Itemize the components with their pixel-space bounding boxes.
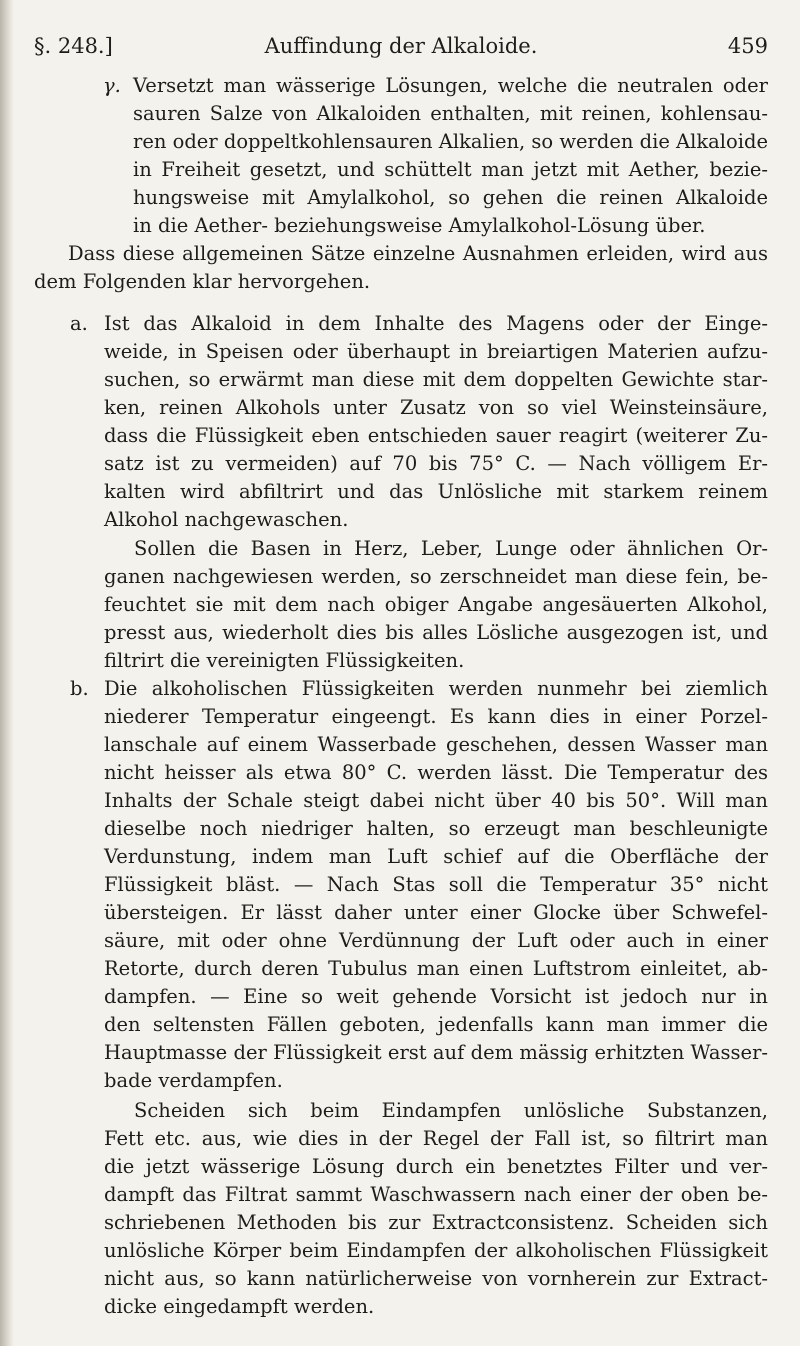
text-line: in die Aether- beziehungsweise Amylalkohol-Lösung über. [133,214,706,237]
text-line: nicht aus, so kann natürlicherweise von vornherein zur Extract- [104,1267,768,1290]
text-line: niederer Temperatur eingeengt. Es kann dies in einer Porzel- [104,705,768,728]
paragraph-marker: a. [70,312,88,335]
text-line: dicke eingedampft werden. [104,1295,375,1318]
text-line: Sollen die Basen in Herz, Leber, Lunge oder ähnlichen Or- [134,537,768,560]
text-line: die jetzt wässerige Lösung durch ein benetztes Filter und ver- [104,1155,768,1178]
text-line: Hauptmasse der Flüssigkeit erst auf dem mässig erhitzten Wasser- [104,1041,768,1064]
paragraph-marker: b. [70,677,89,700]
text-line: Retorte, durch deren Tubulus man einen Luftstrom einleitet, ab- [104,957,768,980]
text-line: weide, in Speisen oder überhaupt in breiartigen Materien aufzu- [104,340,768,363]
text-line: Inhalts der Schale steigt dabei nicht über 40 bis 50°. Will man [104,789,768,812]
text-line: kalten wird abfiltrirt und das Unlösliche mit starkem reinem [104,480,768,503]
text-line: ken, reinen Alkohols unter Zusatz von so viel Weinsteinsäure, [104,396,768,419]
text-line: dampft das Filtrat sammt Waschwassern nach einer der oben be- [104,1183,768,1206]
text-line: ren oder doppeltkohlensauren Alkalien, so werden die Alkaloide [133,130,768,153]
text-line: lanschale auf einem Wasserbade geschehen, dessen Wasser man [104,733,768,756]
text-line: feuchtet sie mit dem nach obiger Angabe angesäuerten Alkohol, [104,593,768,616]
text-line: ganen nachgewiesen werden, so zerschneidet man diese fein, be- [104,565,768,588]
text-line: Die alkoholischen Flüssigkeiten werden nunmehr bei ziemlich [104,677,768,700]
text-line: den seltensten Fällen geboten, jedenfalls kann man immer die [104,1013,768,1036]
text-line: Scheiden sich beim Eindampfen unlösliche Substanzen, [134,1099,768,1122]
text-line: sauren Salze von Alkaloiden enthalten, mit reinen, kohlensau- [133,102,768,125]
text-line: Alkohol nachgewaschen. [104,508,349,531]
text-line: unlösliche Körper beim Eindampfen der alkoholischen Flüssigkeit [104,1239,768,1262]
text-line: hungsweise mit Amylalkohol, so gehen die reinen Alkaloide [133,186,768,209]
text-line: nicht heisser als etwa 80° C. werden lässt. Die Temperatur des [104,761,768,784]
page-title: Auffindung der Alkaloide. [264,34,538,58]
text-line: dem Folgenden klar hervorgehen. [34,270,371,293]
text-line: presst aus, wiederholt dies bis alles Lösliche ausgezogen ist, und [104,621,768,644]
paragraph-marker: γ. [103,74,121,97]
text-line: säure, mit oder ohne Verdünnung der Luft oder auch in einer [104,929,768,952]
text-line: übersteigen. Er lässt daher unter einer Glocke über Schwefel- [104,901,768,924]
text-line: dampfen. — Eine so weit gehende Vorsicht ist jedoch nur in [104,985,768,1008]
text-line: Flüssigkeit bläst. — Nach Stas soll die Temperatur 35° nicht [104,873,768,896]
text-line: in Freiheit gesetzt, und schüttelt man jetzt mit Aether, bezie- [133,158,768,181]
text-line: dass die Flüssigkeit eben entschieden sauer reagirt (weiterer Zu- [104,424,768,447]
text-line: suchen, so erwärmt man diese mit dem doppelten Gewichte star- [104,368,768,391]
text-line: satz ist zu vermeiden) auf 70 bis 75° C. — Nach völligem Er- [104,452,768,475]
text-line: dieselbe noch niedriger halten, so erzeugt man beschleunigte [104,817,768,840]
text-line: bade verdampfen. [104,1069,283,1092]
text-line: Dass diese allgemeinen Sätze einzelne Ausnahmen erleiden, wird aus [68,242,768,265]
page-number: 459 [727,34,768,58]
text-line: Ist das Alkaloid in dem Inhalte des Magens oder der Einge- [104,312,768,335]
section-reference: §. 248.] [34,34,113,58]
text-line: schriebenen Methoden bis zur Extractconsistenz. Scheiden sich [104,1211,768,1234]
text-line: Fett etc. aus, wie dies in der Regel der Fall ist, so filtrirt man [104,1127,768,1150]
text-line: Versetzt man wässerige Lösungen, welche die neutralen oder [133,74,768,97]
text-line: filtrirt die vereinigten Flüssigkeiten. [104,649,465,672]
running-header [34,34,768,64]
text-line: Verdunstung, indem man Luft schief auf die Oberfläche der [104,845,768,868]
